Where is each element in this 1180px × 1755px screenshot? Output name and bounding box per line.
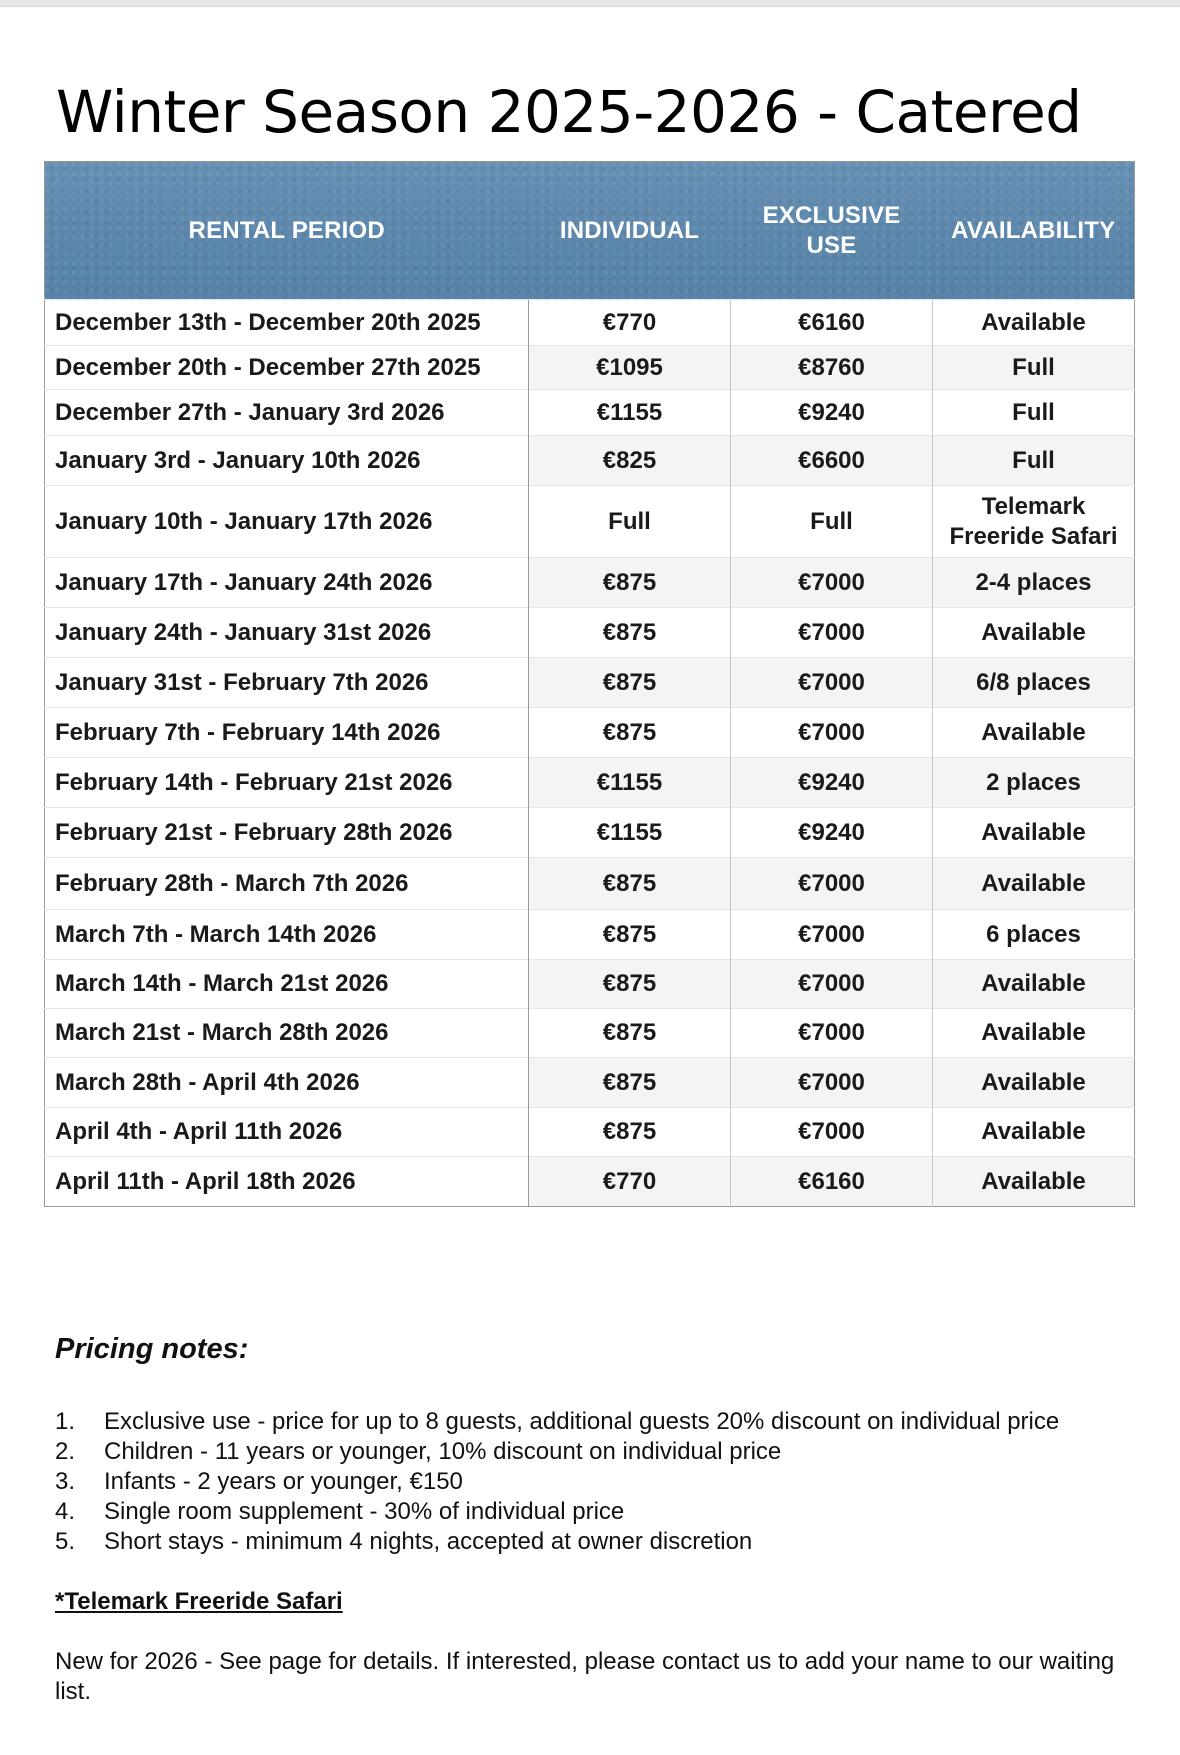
individual-price-cell: €825 (529, 436, 731, 486)
availability-cell (933, 486, 1135, 558)
exclusive-price-cell: €7000 (731, 608, 933, 658)
availability-cell: Available (933, 1058, 1135, 1108)
individual-price-cell: €875 (529, 708, 731, 758)
table-row (45, 1157, 1135, 1207)
period-cell: March 7th - March 14th 2026 (45, 910, 529, 960)
table-row (45, 658, 1135, 708)
availability-cell: Available (933, 1009, 1135, 1058)
period-cell: January 10th - January 17th 2026 (45, 486, 529, 558)
individual-price-cell: €875 (529, 608, 731, 658)
individual-price-cell: €1095 (529, 346, 731, 390)
header-individual: INDIVIDUAL (559, 216, 700, 244)
availability-cell: 6 places (933, 910, 1135, 960)
table-row (45, 346, 1135, 390)
table-row (45, 608, 1135, 658)
individual-price-cell: €875 (529, 1009, 731, 1058)
pricing-note-text: Exclusive use - price for up to 8 guests, additional guests 20% discount on individual price (104, 1408, 1060, 1435)
header-exclusive-line1: EXCLUSIVE (762, 201, 901, 229)
pricing-note-item (55, 1407, 1059, 1437)
individual-price-cell: €1155 (529, 390, 731, 436)
individual-price-cell: €875 (529, 960, 731, 1009)
individual-price-cell: €875 (529, 658, 731, 708)
period-cell: April 11th - April 18th 2026 (45, 1157, 529, 1207)
pricing-note-item (55, 1497, 1059, 1527)
pricing-note-number: 3. (55, 1468, 76, 1495)
rates-table (44, 161, 1135, 1207)
table-row (45, 1108, 1135, 1157)
exclusive-price-cell: €7000 (731, 910, 933, 960)
period-cell: April 4th - April 11th 2026 (45, 1108, 529, 1157)
exclusive-price-cell: €6160 (731, 300, 933, 346)
exclusive-price-cell: €8760 (731, 346, 933, 390)
individual-price-cell: €875 (529, 1108, 731, 1157)
exclusive-price-cell: €7000 (731, 1058, 933, 1108)
availability-cell: Available (933, 608, 1135, 658)
pricing-note-number: 4. (55, 1498, 76, 1525)
pricing-note-item (55, 1437, 1059, 1467)
availability-line2: Freeride Safari (949, 522, 1118, 550)
availability-cell: 2 places (933, 758, 1135, 808)
table-header-row (45, 162, 1135, 300)
exclusive-price-cell: €7000 (731, 858, 933, 910)
individual-price-cell: Full (529, 486, 731, 558)
table-row (45, 708, 1135, 758)
table-row (45, 390, 1135, 436)
period-cell: February 14th - February 21st 2026 (45, 758, 529, 808)
individual-price-cell: €875 (529, 910, 731, 960)
availability-cell: Available (933, 808, 1135, 858)
exclusive-price-cell: €9240 (731, 808, 933, 858)
table-body (45, 300, 1135, 1207)
table-row (45, 300, 1135, 346)
exclusive-price-cell: €7000 (731, 960, 933, 1009)
availability-cell: Available (933, 1108, 1135, 1157)
header-rental-period: RENTAL PERIOD (188, 216, 385, 244)
period-cell: February 28th - March 7th 2026 (45, 858, 529, 910)
period-cell: March 21st - March 28th 2026 (45, 1009, 529, 1058)
individual-price-cell: €875 (529, 558, 731, 608)
exclusive-price-cell: €6160 (731, 1157, 933, 1207)
table-row (45, 858, 1135, 910)
availability-cell: Available (933, 708, 1135, 758)
availability-cell: Available (933, 858, 1135, 910)
top-divider (0, 0, 1180, 7)
period-cell: December 13th - December 20th 2025 (45, 300, 529, 346)
period-cell: February 21st - February 28th 2026 (45, 808, 529, 858)
availability-cell: Full (933, 346, 1135, 390)
page-title: Winter Season 2025-2026 - Catered (56, 78, 1082, 146)
availability-cell: 2-4 places (933, 558, 1135, 608)
individual-price-cell: €1155 (529, 808, 731, 858)
pricing-note-number: 1. (55, 1408, 76, 1435)
period-cell: December 20th - December 27th 2025 (45, 346, 529, 390)
period-cell: December 27th - January 3rd 2026 (45, 390, 529, 436)
header-exclusive-use (731, 162, 933, 300)
table-row (45, 758, 1135, 808)
period-cell: March 14th - March 21st 2026 (45, 960, 529, 1009)
safari-description: New for 2026 - See page for details. If interested, please contact us to add your name to our waiting list. (55, 1648, 1115, 1705)
period-cell: February 7th - February 14th 2026 (45, 708, 529, 758)
table-row (45, 486, 1135, 558)
availability-cell: Available (933, 1157, 1135, 1207)
exclusive-price-cell: €7000 (731, 558, 933, 608)
pricing-note-number: 5. (55, 1528, 76, 1555)
exclusive-price-cell: €6600 (731, 436, 933, 486)
pricing-note-item (55, 1467, 1059, 1497)
availability-line1: Telemark (981, 492, 1086, 520)
individual-price-cell: €1155 (529, 758, 731, 808)
pricing-note-text: Children - 11 years or younger, 10% discount on individual price (104, 1438, 782, 1465)
exclusive-price-cell: €7000 (731, 658, 933, 708)
availability-cell: Full (933, 390, 1135, 436)
exclusive-price-cell: €7000 (731, 708, 933, 758)
table-row (45, 558, 1135, 608)
table-row (45, 960, 1135, 1009)
period-cell: January 17th - January 24th 2026 (45, 558, 529, 608)
individual-price-cell: €770 (529, 300, 731, 346)
exclusive-price-cell: Full (731, 486, 933, 558)
header-exclusive-line2: USE (806, 231, 857, 259)
period-cell: March 28th - April 4th 2026 (45, 1058, 529, 1108)
exclusive-price-cell: €7000 (731, 1009, 933, 1058)
pricing-notes-heading: Pricing notes: (55, 1333, 249, 1365)
individual-price-cell: €875 (529, 1058, 731, 1108)
pricing-note-item (55, 1527, 1059, 1557)
exclusive-price-cell: €9240 (731, 758, 933, 808)
table-row (45, 436, 1135, 486)
safari-heading: *Telemark Freeride Safari (55, 1588, 343, 1615)
table-row (45, 1009, 1135, 1058)
individual-price-cell: €875 (529, 858, 731, 910)
table-row (45, 808, 1135, 858)
pricing-note-number: 2. (55, 1438, 76, 1465)
availability-cell: Full (933, 436, 1135, 486)
period-cell: January 31st - February 7th 2026 (45, 658, 529, 708)
period-cell: January 24th - January 31st 2026 (45, 608, 529, 658)
period-cell: January 3rd - January 10th 2026 (45, 436, 529, 486)
availability-cell: Available (933, 960, 1135, 1009)
pricing-note-text: Infants - 2 years or younger, €150 (104, 1468, 463, 1495)
table-row (45, 1058, 1135, 1108)
pricing-notes-list (55, 1407, 1059, 1557)
header-availability: AVAILABILITY (951, 216, 1116, 244)
exclusive-price-cell: €7000 (731, 1108, 933, 1157)
availability-cell: 6/8 places (933, 658, 1135, 708)
availability-cell: Available (933, 300, 1135, 346)
exclusive-price-cell: €9240 (731, 390, 933, 436)
pricing-note-text: Single room supplement - 30% of individual price (104, 1498, 625, 1525)
individual-price-cell: €770 (529, 1157, 731, 1207)
table-row (45, 910, 1135, 960)
pricing-note-text: Short stays - minimum 4 nights, accepted at owner discretion (104, 1528, 753, 1555)
